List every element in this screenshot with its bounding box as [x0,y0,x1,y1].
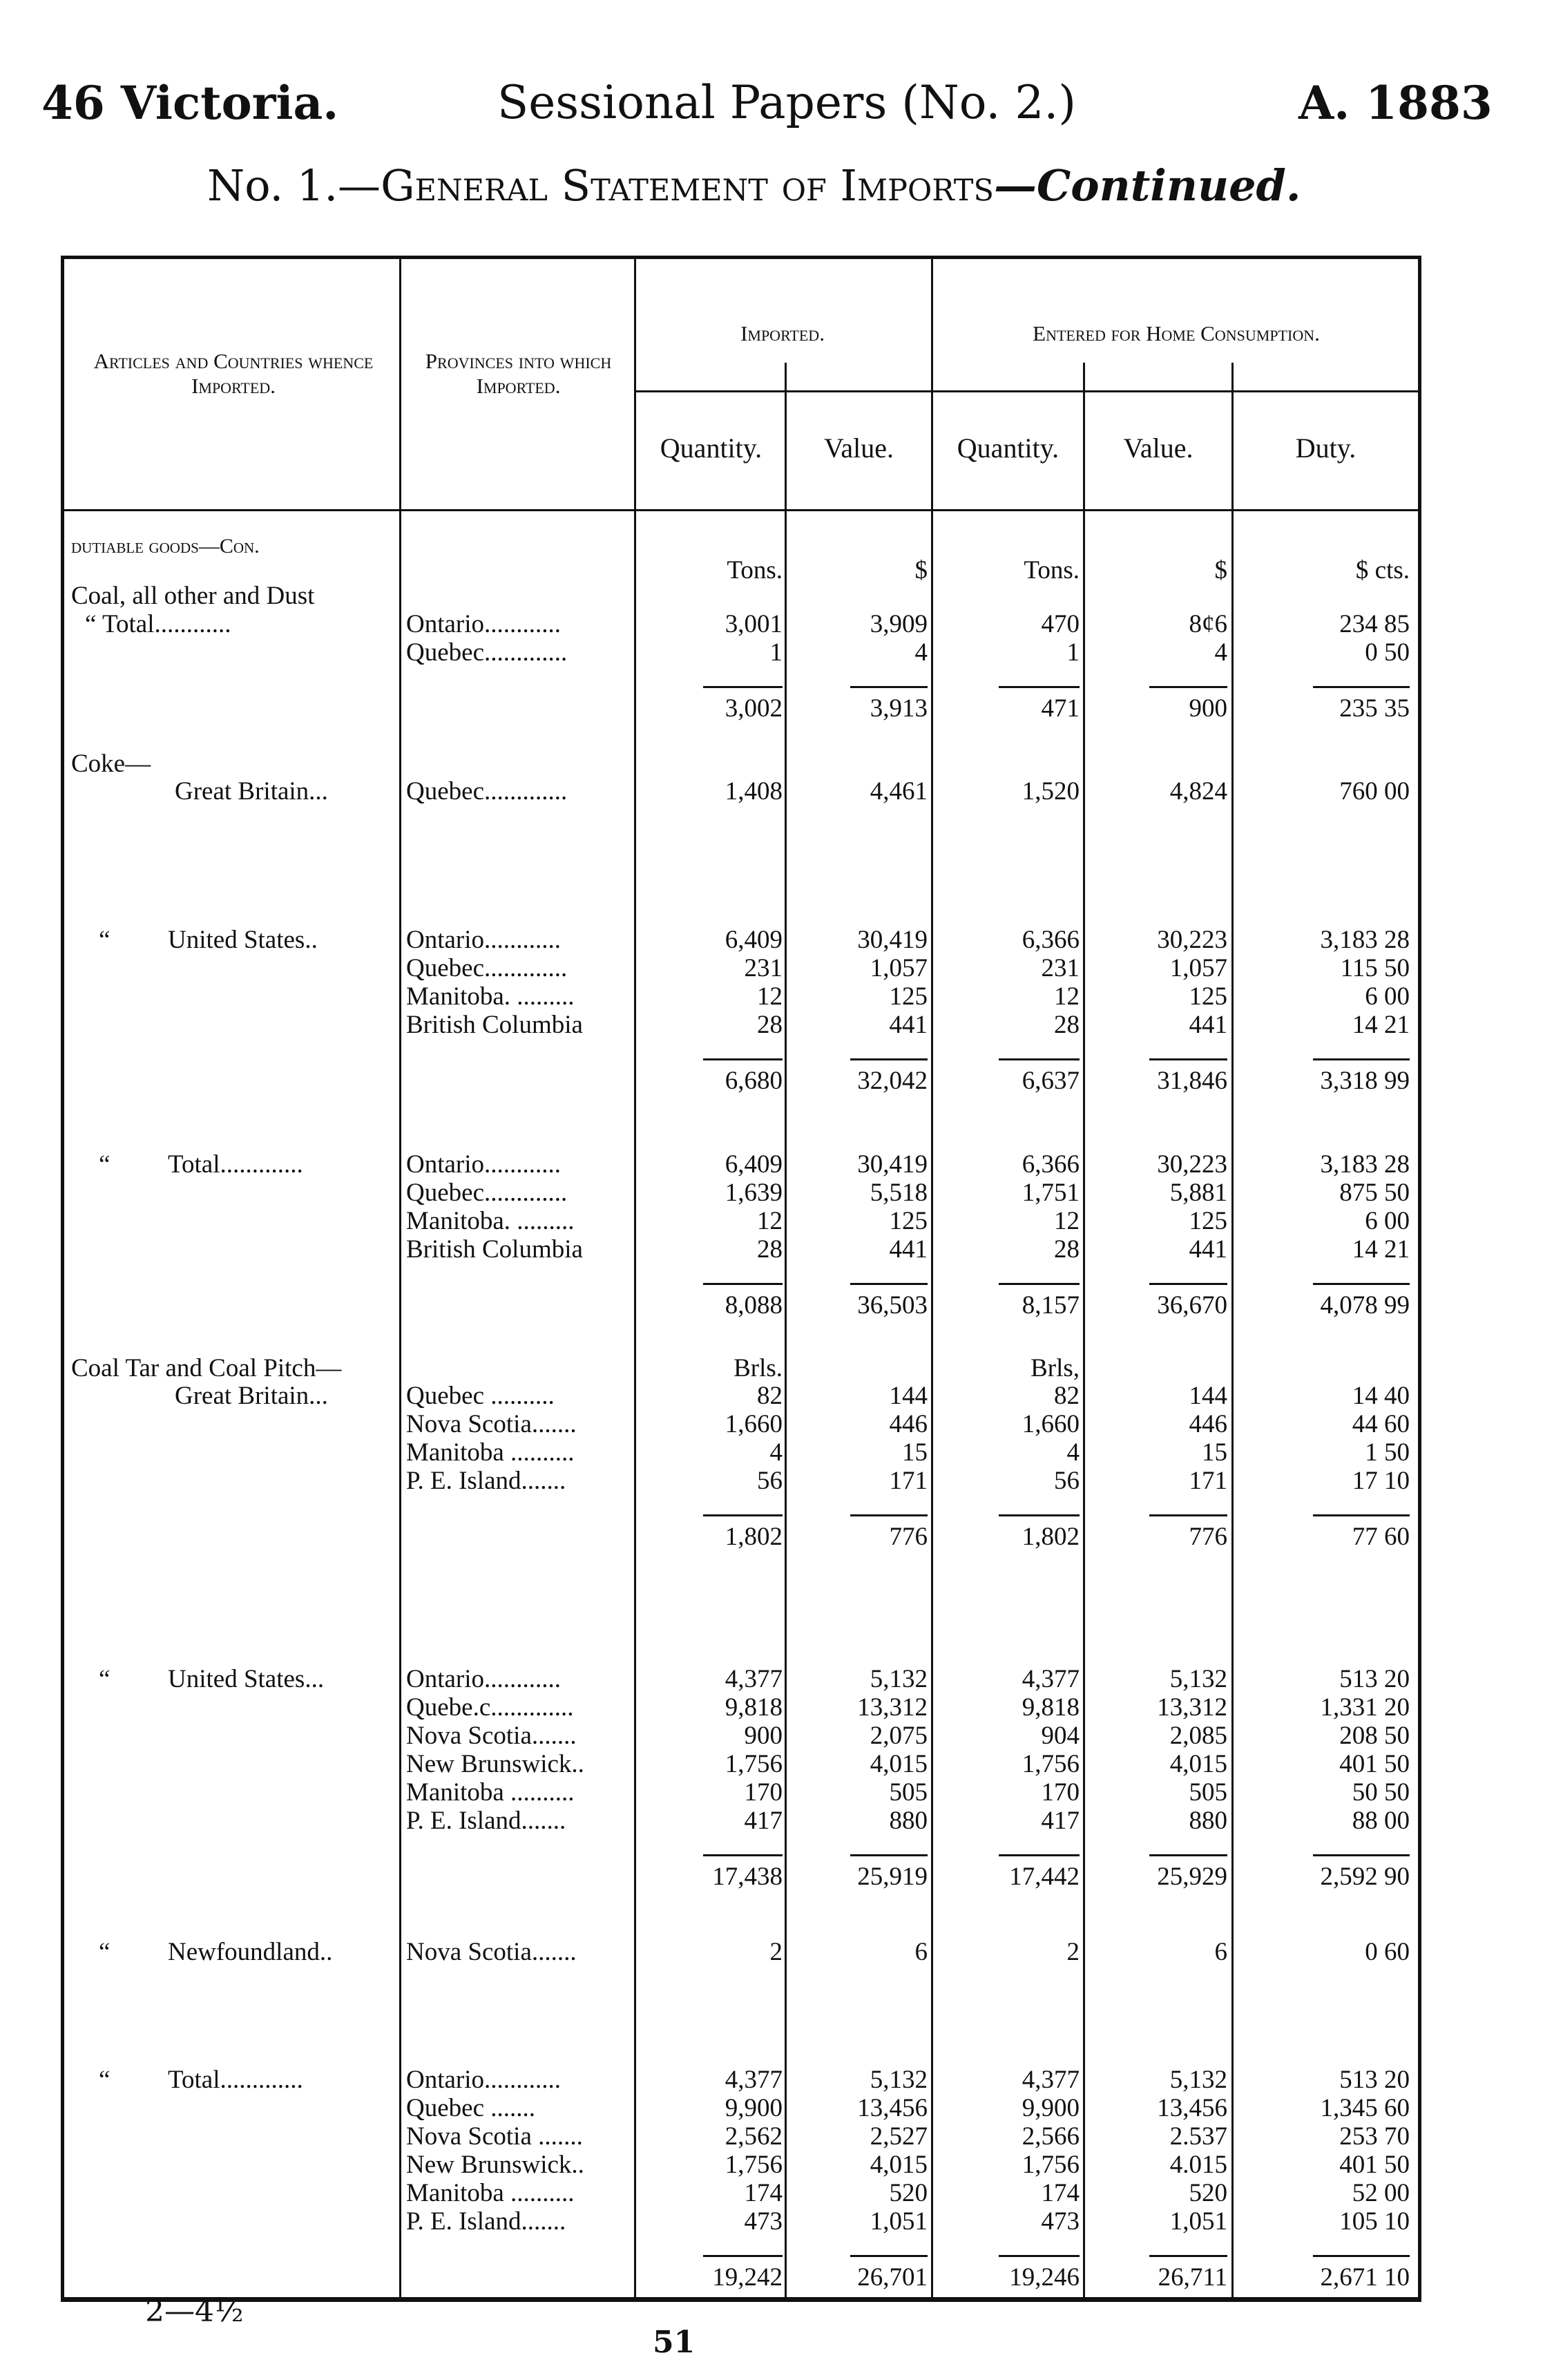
cell-v2: 446 [1189,1410,1227,1438]
col-head-quantity-home: Quantity. [957,432,1059,464]
cell-q1: 2 [769,1938,783,1966]
cell-v2: 2,085 [1169,1722,1227,1750]
cell-v2: 6 [1214,1938,1227,1966]
province-name: Quebe.c............. [406,1693,574,1722]
cell-q2: 1,660 [1022,1410,1080,1438]
sum-rule [850,1283,928,1285]
cell-v2: 171 [1189,1467,1227,1495]
cell-q2: 6,366 [1022,926,1080,954]
cell-q1: 900 [744,1722,783,1750]
province-name: Nova Scotia....... [406,1410,577,1438]
col-head-provinces: Provinces into which Imported. [425,349,612,398]
cell-q1: 231 [744,954,783,982]
header-bottom-rule [64,509,1418,511]
page-number: 51 [653,2325,696,2360]
cell-v1: 880 [889,1807,928,1835]
sum-rule [999,1854,1080,1856]
cell-q1: 2,562 [725,2122,783,2151]
cell-v1: 441 [889,1235,928,1264]
sum-rule [1313,2255,1410,2257]
cell-d: 50 50 [1352,1778,1410,1807]
cell-v1: 446 [889,1410,928,1438]
total-v2: 31,846 [1157,1067,1227,1095]
cell-q1: 28 [757,1235,783,1264]
cell-d: 17 10 [1352,1467,1410,1495]
imports-table [61,256,1421,2302]
cell-v2: 1,051 [1169,2207,1227,2236]
unit-label: Brls. [733,1354,783,1382]
total-q2: 8,157 [1022,1291,1080,1320]
cell-d: 1,331 20 [1320,1693,1410,1722]
province-name: Manitoba .......... [406,1778,575,1807]
cell-d: 3,183 28 [1320,1150,1410,1179]
cell-q2: 170 [1041,1778,1080,1807]
cell-q2: 2 [1066,1938,1080,1966]
cell-v2: 520 [1189,2179,1227,2207]
total-d: 3,318 99 [1320,1067,1410,1095]
cell-d: 234 85 [1339,610,1410,638]
cell-v2: 125 [1189,982,1227,1011]
total-q2: 19,246 [1009,2263,1080,2292]
header-rule [634,390,1418,392]
total-q1: 3,002 [725,694,783,723]
title-prefix: No. 1.— [207,160,381,211]
cell-q2: 56 [1054,1467,1080,1495]
col-head-quantity: Quantity. [660,432,763,464]
cell-v1: 30,419 [857,926,928,954]
province-name: Ontario............ [406,2066,562,2094]
sum-rule [850,686,928,688]
cell-v1: 144 [889,1382,928,1410]
article-name: Coal, all other and Dust [71,582,315,610]
section-label: dutiable goods—Con. [71,535,260,558]
province-name: Nova Scotia....... [406,1938,577,1966]
cell-d: 115 50 [1340,954,1410,982]
total-q2: 471 [1041,694,1080,723]
cell-q1: 1,756 [725,2151,783,2179]
col-head-value: Value. [823,432,894,464]
cell-v1: 171 [889,1467,928,1495]
cell-d: 6 00 [1365,1207,1410,1235]
running-head-session: 46 Victoria. [41,76,339,130]
sum-rule [703,686,783,688]
cell-v2: 5,132 [1169,2066,1227,2094]
cell-q1: 9,818 [725,1693,783,1722]
sum-rule [1313,1514,1410,1516]
province-name: Quebec............. [406,638,568,667]
cell-q2: 4,377 [1022,2066,1080,2094]
sum-rule [850,2255,928,2257]
article-sub: United States... [168,1665,325,1693]
cell-v2: 4 [1214,638,1227,667]
cell-v1: 2,527 [870,2122,928,2151]
total-d: 235 35 [1339,694,1410,723]
cell-q2: 1,520 [1022,777,1080,806]
cell-v1: 520 [889,2179,928,2207]
cell-v2: 13,312 [1157,1693,1227,1722]
col-head-entered: Entered for Home Consumption. [1033,321,1320,345]
cell-q1: 417 [744,1807,783,1835]
province-name: Ontario............ [406,610,562,638]
province-name: Manitoba .......... [406,2179,575,2207]
province-name: P. E. Island....... [406,2207,566,2236]
cell-d: 14 21 [1352,1235,1410,1264]
cell-q1: 1,639 [725,1179,783,1207]
cell-d: 44 60 [1352,1410,1410,1438]
col-rule [634,259,636,2297]
article-sub: Total............. [168,1150,303,1179]
total-q1: 1,802 [725,1523,783,1551]
cell-q2: 1 [1066,638,1080,667]
article-name: Coal Tar and Coal Pitch— [71,1354,342,1382]
cell-d: 253 70 [1339,2122,1410,2151]
cell-q1: 82 [757,1382,783,1410]
cell-d: 760 00 [1339,777,1410,806]
title-main: General Statement of Imports [381,160,994,211]
cell-d: 105 10 [1339,2207,1410,2236]
cell-v1: 30,419 [857,1150,928,1179]
cell-v1: 5,518 [870,1179,928,1207]
cell-v1: 1,057 [870,954,928,982]
sum-rule [1313,1283,1410,1285]
cell-v1: 5,132 [870,2066,928,2094]
total-q1: 19,242 [712,2263,783,2292]
article-ditto: “ [99,2066,111,2094]
cell-q1: 1,660 [725,1410,783,1438]
cell-d: 513 20 [1339,1665,1410,1693]
sum-rule [1313,1854,1410,1856]
cell-v2: 880 [1189,1807,1227,1835]
col-head-value-home: Value. [1123,432,1193,464]
cell-d: 6 00 [1365,982,1410,1011]
cell-q1: 28 [757,1011,783,1039]
total-d: 77 60 [1352,1523,1410,1551]
sum-rule [999,2255,1080,2257]
total-d: 4,078 99 [1320,1291,1410,1320]
sum-rule [999,1514,1080,1516]
total-v2: 36,670 [1157,1291,1227,1320]
article-ditto: “ [99,1665,111,1693]
cell-q1: 4,377 [725,1665,783,1693]
cell-q2: 82 [1054,1382,1080,1410]
sum-rule [1149,1854,1227,1856]
sum-rule [850,1854,928,1856]
article-ditto: “ [99,1150,111,1179]
sum-rule [703,1058,783,1060]
table-title [207,160,1301,211]
total-v2: 776 [1189,1523,1227,1551]
sum-rule [703,2255,783,2257]
cell-v2: 30,223 [1157,1150,1227,1179]
cell-v2: 1,057 [1169,954,1227,982]
cell-v2: 144 [1189,1382,1227,1410]
sum-rule [850,1058,928,1060]
sum-rule [1149,686,1227,688]
unit-label: Tons. [1024,556,1080,584]
cell-q2: 9,900 [1022,2094,1080,2122]
cell-q1: 170 [744,1778,783,1807]
cell-v1: 2,075 [870,1722,928,1750]
cell-v2: 30,223 [1157,926,1227,954]
cell-d: 14 40 [1352,1382,1410,1410]
cell-v1: 4,461 [870,777,928,806]
province-name: Manitoba .......... [406,1438,575,1467]
cell-v1: 13,456 [857,2094,928,2122]
cell-q1: 56 [757,1467,783,1495]
cell-d: 401 50 [1339,1750,1410,1778]
cell-d: 208 50 [1339,1722,1410,1750]
cell-q2: 4 [1066,1438,1080,1467]
cell-d: 0 50 [1365,638,1410,667]
province-name: Ontario............ [406,926,562,954]
cell-q2: 28 [1054,1235,1080,1264]
cell-q1: 6,409 [725,1150,783,1179]
article-sub: “ Total............ [85,610,231,638]
cell-q2: 1,756 [1022,2151,1080,2179]
cell-q1: 12 [757,1207,783,1235]
article-ditto: “ [99,926,111,954]
cell-v2: 5,132 [1169,1665,1227,1693]
cell-q2: 28 [1054,1011,1080,1039]
province-name: Nova Scotia....... [406,1722,577,1750]
cell-q2: 4,377 [1022,1665,1080,1693]
sum-rule [1313,686,1410,688]
cell-q2: 470 [1041,610,1080,638]
sum-rule [999,686,1080,688]
running-head-year: A. 1883 [1298,76,1493,130]
cell-q1: 4,377 [725,2066,783,2094]
cell-d: 14 21 [1352,1011,1410,1039]
signature-mark: 2—4½ [145,2294,244,2329]
sum-rule [999,1283,1080,1285]
cell-v1: 15 [902,1438,928,1467]
cell-v2: 4.015 [1169,2151,1227,2179]
cell-q1: 1,756 [725,1750,783,1778]
article-sub: United States.. [168,926,318,954]
total-v2: 900 [1189,694,1227,723]
total-q1: 17,438 [712,1863,783,1891]
cell-v1: 1,051 [870,2207,928,2236]
cell-v1: 3,909 [870,610,928,638]
cell-q2: 417 [1041,1807,1080,1835]
total-v2: 26,711 [1158,2263,1227,2292]
unit-label: Tons. [727,556,783,584]
total-q1: 8,088 [725,1291,783,1320]
article-ditto: “ [99,1938,111,1966]
total-q1: 6,680 [725,1067,783,1095]
cell-d: 88 00 [1352,1807,1410,1835]
sum-rule [703,1514,783,1516]
unit-label: $ [1214,556,1227,584]
province-name: New Brunswick.. [406,1750,584,1778]
cell-v2: 8¢6 [1189,610,1227,638]
cell-v2: 4,015 [1169,1750,1227,1778]
cell-v1: 505 [889,1778,928,1807]
article-sub: Great Britain... [175,777,328,806]
cell-v1: 4 [914,638,928,667]
cell-v2: 505 [1189,1778,1227,1807]
province-name: Ontario............ [406,1665,562,1693]
cell-d: 3,183 28 [1320,926,1410,954]
province-name: Quebec............. [406,954,568,982]
sum-rule [1149,1514,1227,1516]
province-name: Quebec .......... [406,1382,555,1410]
cell-q1: 3,001 [725,610,783,638]
province-name: P. E. Island....... [406,1467,566,1495]
cell-d: 513 20 [1339,2066,1410,2094]
cell-q1: 4 [769,1438,783,1467]
cell-q2: 6,366 [1022,1150,1080,1179]
total-q2: 17,442 [1009,1863,1080,1891]
total-v2: 25,929 [1157,1863,1227,1891]
running-head-title: Sessional Papers (No. 2.) [497,76,1077,129]
total-q2: 6,637 [1022,1067,1080,1095]
province-name: British Columbia [406,1235,583,1264]
cell-v2: 441 [1189,1235,1227,1264]
province-name: British Columbia [406,1011,583,1039]
cell-v1: 125 [889,982,928,1011]
cell-v2: 125 [1189,1207,1227,1235]
total-v1: 25,919 [857,1863,928,1891]
article-name: Coke— [71,750,151,778]
sum-rule [999,1058,1080,1060]
cell-d: 401 50 [1339,2151,1410,2179]
cell-v2: 2.537 [1169,2122,1227,2151]
unit-label: $ [914,556,928,584]
cell-q2: 9,818 [1022,1693,1080,1722]
province-name: New Brunswick.. [406,2151,584,2179]
sum-rule [1149,1058,1227,1060]
cell-d: 1,345 60 [1320,2094,1410,2122]
cell-q2: 1,751 [1022,1179,1080,1207]
cell-d: 1 50 [1365,1438,1410,1467]
cell-q1: 1,408 [725,777,783,806]
cell-v2: 13,456 [1157,2094,1227,2122]
province-name: Ontario............ [406,1150,562,1179]
sum-rule [1313,1058,1410,1060]
cell-v1: 6 [914,1938,928,1966]
total-q2: 1,802 [1022,1523,1080,1551]
cell-v2: 441 [1189,1011,1227,1039]
cell-d: 875 50 [1339,1179,1410,1207]
cell-v2: 4,824 [1169,777,1227,806]
cell-q1: 473 [744,2207,783,2236]
total-v1: 36,503 [857,1291,928,1320]
article-sub: Total............. [168,2066,303,2094]
cell-q1: 9,900 [725,2094,783,2122]
cell-v1: 441 [889,1011,928,1039]
cell-q1: 12 [757,982,783,1011]
cell-q2: 12 [1054,982,1080,1011]
cell-v1: 4,015 [870,2151,928,2179]
cell-v2: 15 [1202,1438,1227,1467]
cell-v2: 5,881 [1169,1179,1227,1207]
total-d: 2,592 90 [1320,1863,1410,1891]
article-sub: Great Britain... [175,1382,328,1410]
title-suffix: —Continued. [993,160,1301,211]
sum-rule [1149,1283,1227,1285]
cell-v1: 125 [889,1207,928,1235]
article-sub: Newfoundland.. [168,1938,333,1966]
cell-v1: 4,015 [870,1750,928,1778]
total-v1: 776 [889,1523,928,1551]
cell-q1: 1 [769,638,783,667]
cell-q2: 12 [1054,1207,1080,1235]
sum-rule [1149,2255,1227,2257]
cell-q2: 174 [1041,2179,1080,2207]
sum-rule [850,1514,928,1516]
cell-v1: 5,132 [870,1665,928,1693]
cell-q1: 6,409 [725,926,783,954]
cell-q1: 174 [744,2179,783,2207]
cell-q2: 231 [1041,954,1080,982]
total-v1: 3,913 [870,694,928,723]
total-d: 2,671 10 [1320,2263,1410,2292]
province-name: Quebec............. [406,777,568,806]
cell-q2: 904 [1041,1722,1080,1750]
province-name: Quebec ....... [406,2094,535,2122]
col-head-imported: Imported. [740,321,825,345]
sum-rule [703,1854,783,1856]
unit-label: $ cts. [1355,556,1410,584]
col-head-duty: Duty. [1295,432,1356,464]
cell-q2: 2,566 [1022,2122,1080,2151]
province-name: Manitoba. ......... [406,982,575,1011]
province-name: Quebec............. [406,1179,568,1207]
province-name: Manitoba. ......... [406,1207,575,1235]
cell-d: 0 60 [1365,1938,1410,1966]
total-v1: 32,042 [857,1067,928,1095]
province-name: Nova Scotia ....... [406,2122,583,2151]
cell-v1: 13,312 [857,1693,928,1722]
cell-q2: 1,756 [1022,1750,1080,1778]
col-rule [399,259,401,2297]
cell-d: 52 00 [1352,2179,1410,2207]
province-name: P. E. Island....... [406,1807,566,1835]
total-v1: 26,701 [857,2263,928,2292]
unit-label: Brls, [1030,1354,1080,1382]
col-head-articles: Articles and Countries whence Imported. [93,349,374,398]
cell-q2: 473 [1041,2207,1080,2236]
sum-rule [703,1283,783,1285]
